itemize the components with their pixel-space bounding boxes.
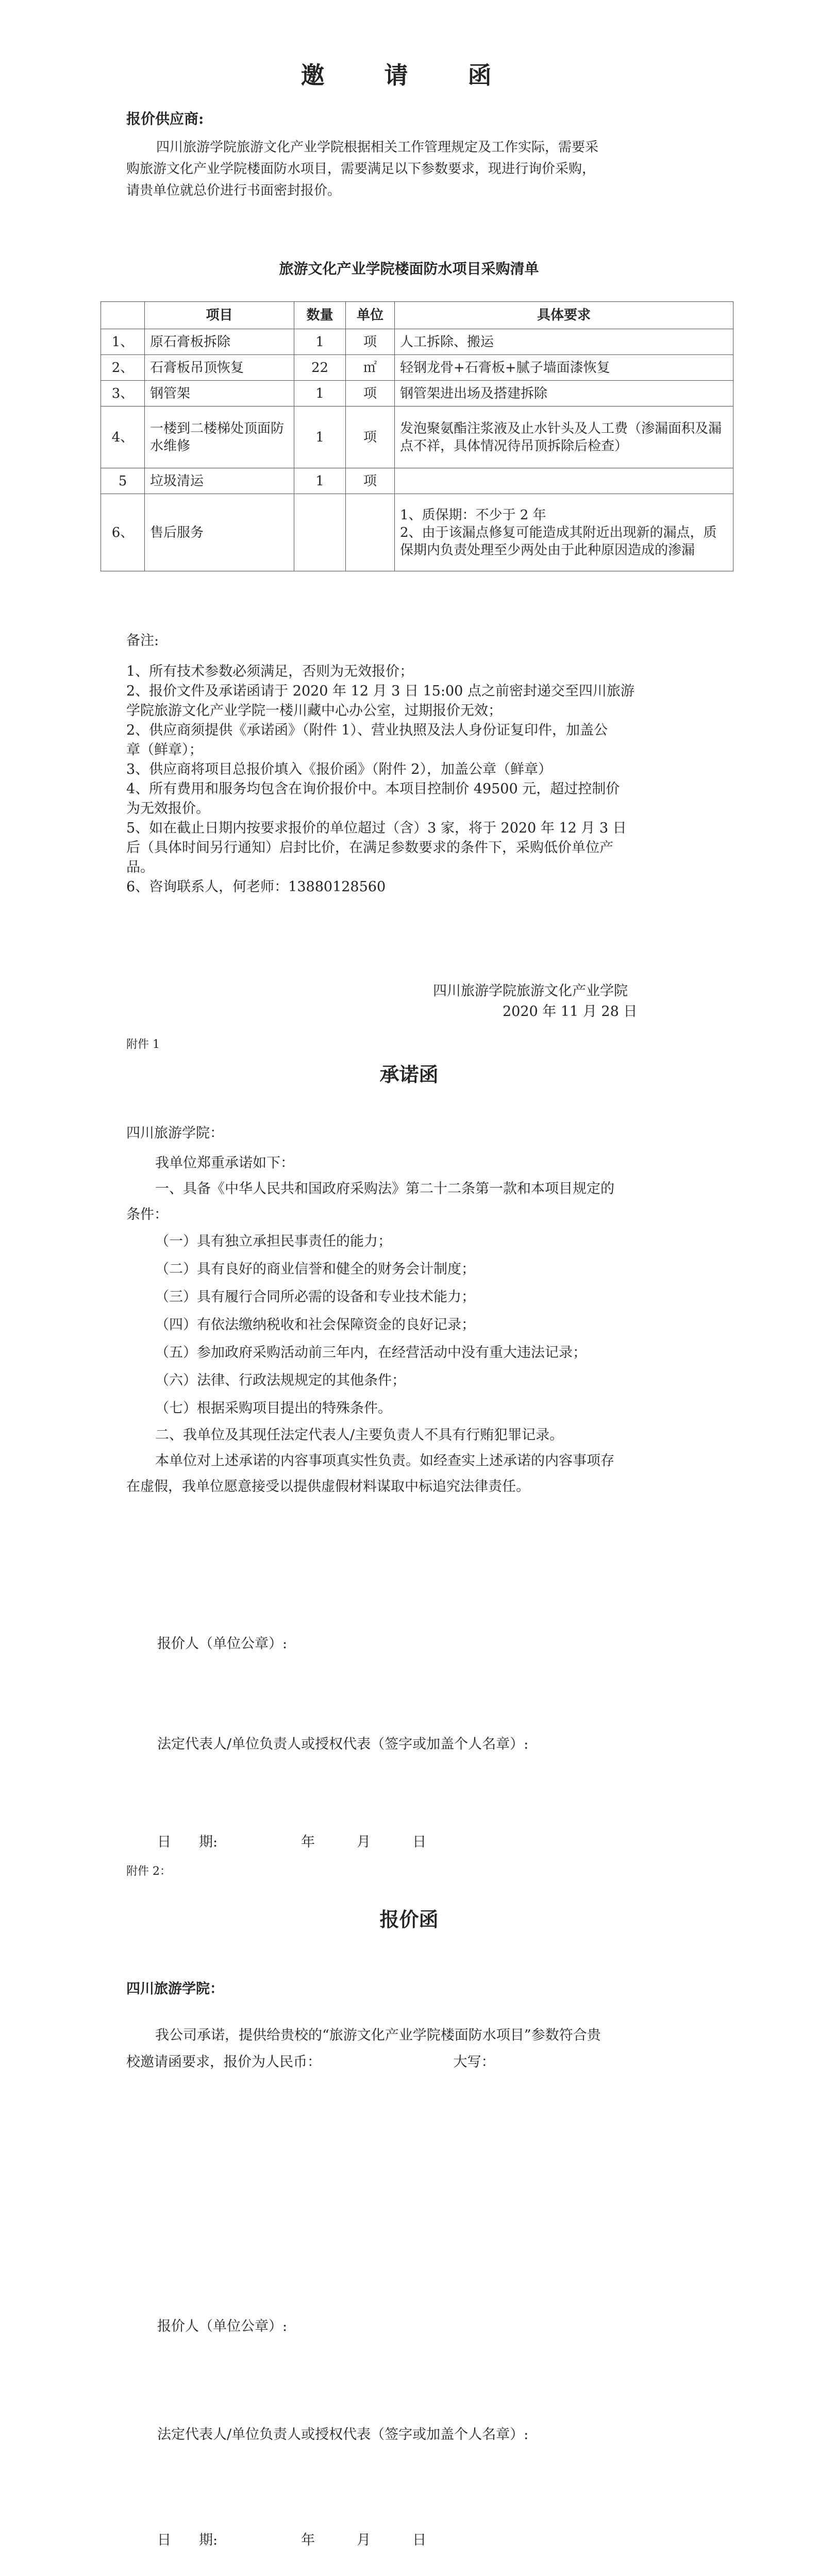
table-cell: 钢管架进出场及搭建拆除: [395, 381, 733, 406]
table-header: 数量: [294, 302, 346, 329]
signer-date: 2020 年 11 月 28 日: [503, 1004, 638, 1020]
table-cell: 1: [294, 329, 346, 355]
condition-item: （六）法律、行政法规规定的其他条件；: [155, 1372, 406, 1388]
table-cell: 项: [346, 468, 395, 494]
table-header-row: [101, 302, 733, 329]
condition-item: （五）参加政府采购活动前三年内，在经营活动中没有重大违法记录；: [155, 1345, 587, 1361]
conditions-list: [126, 1228, 734, 1422]
table-cell: 发泡聚氨酯注浆液及止水针头及人工费（渗漏面积及漏点不祥，具体情况待吊顶拆除后检查）: [395, 406, 733, 468]
condition-item: （七）根据采购项目提出的特殊条件。: [155, 1400, 392, 1416]
note-line: 学院旅游文化产业学院一楼川藏中心办公室，过期报价无效；: [126, 703, 502, 719]
table-header: [101, 302, 145, 329]
quotation-promise: [126, 2022, 734, 2076]
table-cell: 原石膏板拆除: [145, 329, 294, 355]
table-header: 单位: [346, 302, 395, 329]
procurement-table: [101, 301, 733, 571]
table-header: 具体要求: [395, 302, 733, 329]
table-cell: 垃圾清运: [145, 468, 294, 494]
condition-item: （二）具有良好的商业信誉和健全的财务会计制度；: [155, 1261, 475, 1277]
intro-line: 四川旅游学院旅游文化产业学院根据相关工作管理规定及工作实际，需要采: [156, 140, 599, 155]
note-line: 2、供应商须提供《承诺函》（附件 1）、营业执照及法人身份证复印件，加盖公: [126, 722, 608, 738]
table-cell: 1、: [101, 329, 145, 355]
table-cell: 钢管架: [145, 381, 294, 406]
clause2: 二、我单位及其现任法定代表人/主要负责人不具有行贿犯罪记录。: [155, 1427, 564, 1443]
table-cell: 轻钢龙骨+石膏板+腻子墙面漆恢复: [395, 355, 733, 381]
invitation-intro: [126, 137, 734, 201]
quotation-rep-label: 法定代表人/单位负责人或授权代表（签字或加盖个人名章）:: [157, 2427, 529, 2443]
table-cell: [294, 494, 346, 571]
signer-org: 四川旅游学院旅游文化产业学院: [433, 983, 628, 999]
commitment-date-label: 日 期: 年 月 日: [157, 1834, 427, 1850]
table-cell: 6、: [101, 494, 145, 571]
note-line: 章（鲜章）；: [126, 742, 203, 758]
invitation-title: 邀 请 函: [301, 61, 517, 89]
note-line: 为无效报价。: [126, 801, 210, 817]
table-header: 项目: [145, 302, 294, 329]
promise-line: 我公司承诺，提供给贵校的“旅游文化产业学院楼面防水项目”参数符合贵: [155, 2027, 601, 2043]
table-cell: 售后服务: [145, 494, 294, 571]
table-row: [101, 355, 733, 381]
commitment-addressee: 四川旅游学院：: [126, 1125, 224, 1141]
table-title: 旅游文化产业学院楼面防水项目采购清单: [279, 260, 539, 277]
table-cell: 22: [294, 355, 346, 381]
table-cell: 2、: [101, 355, 145, 381]
table-cell: 一楼到二楼梯处顶面防水维修: [145, 406, 294, 468]
table-row: [101, 381, 733, 406]
note-line: 3、供应商将项目总报价填入《报价函》（附件 2），加盖公章（鲜章）: [126, 761, 552, 777]
table-cell: 项: [346, 406, 395, 468]
table-row: [101, 329, 733, 355]
table-cell: 1: [294, 468, 346, 494]
note-line: 4、所有费用和服务均包含在询价报价中。本项目控制价 49500 元，超过控制价: [126, 781, 620, 797]
note-line: 品。: [126, 859, 154, 875]
table-cell: 项: [346, 329, 395, 355]
table-cell: 4、: [101, 406, 145, 468]
commitment-quoter-label: 报价人（单位公章）:: [157, 1636, 288, 1652]
intro-line: 购旅游文化产业学院楼面防水项目，需要满足以下参数要求，现进行询价采购，: [126, 161, 596, 177]
commitment-rep-label: 法定代表人/单位负责人或授权代表（签字或加盖个人名章）:: [157, 1736, 529, 1752]
intro-line: 请贵单位就总价进行书面密封报价。: [126, 183, 341, 198]
clause1-line: 一、具备《中华人民共和国政府采购法》第二十二条第一款和本项目规定的: [155, 1181, 614, 1197]
condition-item: （三）具有履行合同所必需的设备和专业技术能力；: [155, 1289, 475, 1305]
table-row: [101, 406, 733, 468]
quotation-date-label: 日 期: 年 月 日: [157, 2532, 427, 2548]
table-row: [101, 468, 733, 494]
table-cell: 人工拆除、搬运: [395, 329, 733, 355]
note-line: 1、所有技术参数必须满足，否则为无效报价；: [126, 664, 414, 680]
quotation-title: 报价函: [379, 1908, 439, 1931]
table-cell: ㎡: [346, 355, 395, 381]
notes-block: [126, 631, 719, 897]
table-row: [101, 494, 733, 571]
invitation-addressee: 报价供应商:: [126, 110, 204, 127]
notes-title: 备注:: [126, 633, 159, 649]
commitment-body: [126, 1121, 734, 1500]
table-cell: 石膏板吊顶恢复: [145, 355, 294, 381]
note-line: 6、咨询联系人，何老师：13880128560: [126, 879, 386, 895]
table-cell: 1、质保期：不少于 2 年 2、由于该漏点修复可能造成其附近出现新的漏点，质保期内负责处理至少两处由于此种原因造成的渗漏: [395, 494, 733, 571]
clause1-line: 条件：: [126, 1207, 168, 1223]
table-cell: 1: [294, 406, 346, 468]
table-cell: 1: [294, 381, 346, 406]
truth-line: 本单位对上述承诺的内容事项真实性负责。如经查实上述承诺的内容事项存: [155, 1453, 614, 1469]
promise-line: 校邀请函要求，报价为人民币： 大写：: [126, 2054, 495, 2070]
truth-line: 在虚假，我单位愿意接受以提供虚假材料谋取中标追究法律责任。: [126, 1479, 530, 1495]
note-line: 2、报价文件及承诺函请于 2020 年 12 月 3 日 15:00 点之前密封递交至四川旅游: [126, 683, 635, 699]
quotation-quoter-label: 报价人（单位公章）:: [157, 2318, 288, 2334]
condition-item: （一）具有独立承担民事责任的能力；: [155, 1233, 392, 1249]
note-line: 5、如在截止日期内按要求报价的单位超过（含）3 家，将于 2020 年 12 月 3 日: [126, 820, 627, 836]
commitment-title: 承诺函: [379, 1063, 439, 1086]
note-line: 后（具体时间另行通知）启封比价，在满足参数要求的条件下，采购低价单位产: [126, 840, 613, 856]
table-cell: 3、: [101, 381, 145, 406]
attachment2-label: 附件 2：: [126, 1865, 171, 1878]
table-cell: [395, 468, 733, 494]
attachment1-label: 附件 1: [126, 1038, 160, 1051]
quotation-addressee: 四川旅游学院：: [126, 1981, 224, 1997]
commitment-lead: 我单位郑重承诺如下：: [155, 1155, 294, 1171]
condition-item: （四）有依法缴纳税收和社会保障资金的良好记录；: [155, 1317, 475, 1333]
table-cell: [346, 494, 395, 571]
table-cell: 5: [101, 468, 145, 494]
table-cell: 项: [346, 381, 395, 406]
